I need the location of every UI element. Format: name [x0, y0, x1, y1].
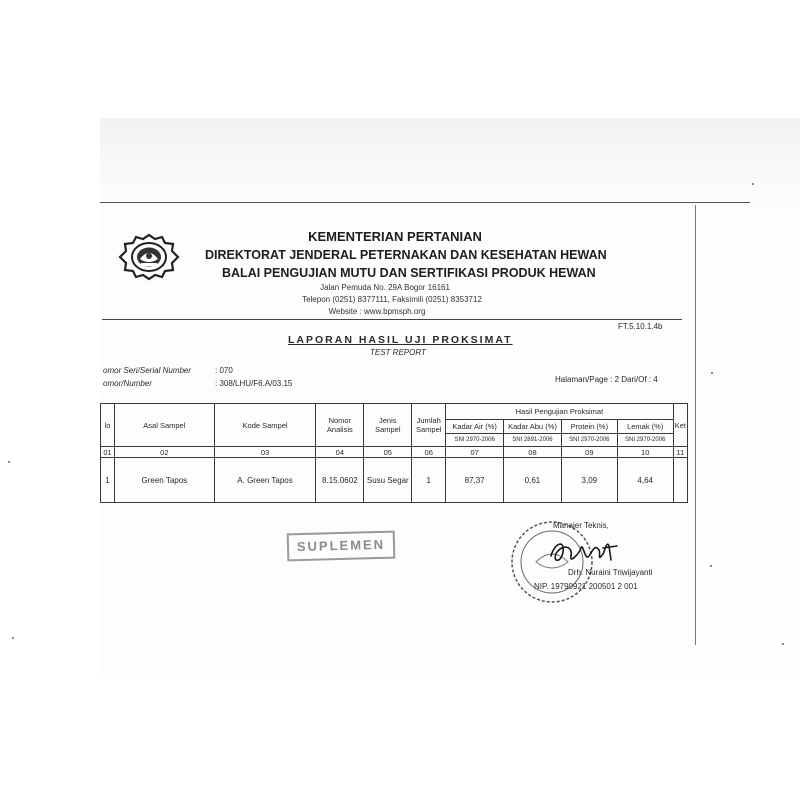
report-number-label: omor/Number — [103, 379, 152, 388]
scan-speck — [8, 461, 10, 463]
col-header-kadar-abu: Kadar Abu (%) — [504, 420, 562, 434]
header-divider — [102, 319, 682, 320]
sni-label: SNI 2970-2006 — [454, 437, 495, 443]
page-info: Halaman/Page : 2 Dari/Of : 4 — [555, 375, 658, 384]
col-header-kode-sampel: Kode Sampel — [214, 404, 316, 447]
ministry-name: KEMENTERIAN PERTANIAN — [308, 229, 482, 244]
col-header-ket: Ket — [673, 404, 687, 447]
cell-jenis-sampel: Susu Segar — [364, 458, 412, 503]
method-lemak — [617, 434, 673, 447]
col-header-no: lo — [101, 404, 115, 447]
column-number: 10 — [617, 447, 673, 458]
column-number: 01 — [101, 447, 115, 458]
form-code: FT.5.10.1.4b — [618, 322, 663, 331]
column-number: 05 — [364, 447, 412, 458]
column-number: 07 — [446, 447, 504, 458]
website-line: Website : www.bpmsph.org — [328, 307, 426, 316]
cell-asal-sampel: Green Tapos — [114, 458, 214, 503]
method-kadar-abu — [504, 434, 562, 447]
address-line: Jalan Pemuda No. 29A Bogor 16161 — [320, 283, 450, 292]
report-title: LAPORAN HASIL UJI PROKSIMAT — [288, 334, 513, 346]
cell-no: 1 — [101, 458, 115, 503]
results-table — [100, 403, 688, 503]
suplemen-stamp: SUPLEMEN — [287, 531, 396, 562]
sni-label: SNI 2970-2006 — [625, 437, 666, 443]
scan-speck — [752, 183, 754, 185]
col-header-asal-sampel: Asal Sampel — [114, 404, 214, 447]
signatory-title: Manajer Teknis, — [553, 521, 609, 530]
cell-protein: 3,09 — [561, 458, 617, 503]
signature-icon — [545, 532, 620, 570]
method-kadar-air — [446, 434, 504, 447]
sni-label: SNI 2891-2006 — [512, 437, 553, 443]
col-header-jenis-sampel: Jenis Sampel — [364, 404, 412, 447]
scan-speck — [710, 565, 712, 567]
cell-kode-sampel: A. Green Tapos — [214, 458, 316, 503]
column-number: 06 — [412, 447, 446, 458]
signatory-name: Drh. Nuraini Triwijayanti — [568, 568, 653, 577]
column-number: 09 — [561, 447, 617, 458]
paper-right-edge — [695, 205, 696, 645]
col-header-lemak: Lemak (%) — [617, 420, 673, 434]
table-row — [101, 458, 688, 503]
column-number: 02 — [114, 447, 214, 458]
cell-ket — [673, 458, 687, 503]
cell-jumlah-sampel: 1 — [412, 458, 446, 503]
cell-lemak: 4,64 — [617, 458, 673, 503]
report-subtitle: TEST REPORT — [370, 348, 426, 357]
column-number: 08 — [504, 447, 562, 458]
col-header-hasil-group: Hasil Pengujian Proksimat — [446, 404, 673, 420]
scan-speck — [12, 637, 14, 639]
serial-number-label: omor Seri/Serial Number — [103, 366, 192, 375]
column-number: 04 — [316, 447, 364, 458]
ministry-emblem-icon — [118, 233, 180, 281]
method-protein — [561, 434, 617, 447]
column-number-row — [101, 447, 688, 458]
serial-number-value: : 070 — [215, 366, 233, 375]
col-header-nomor-analisis: Nomor Analisis — [316, 404, 364, 447]
cell-nomor-analisis: 8.15.0602 — [316, 458, 364, 503]
report-number-value: : 308/LHU/F6.A/03.15 — [215, 379, 293, 388]
column-number: 11 — [673, 447, 687, 458]
col-header-protein: Protein (%) — [561, 420, 617, 434]
col-header-jumlah-sampel: Jumlah Sampel — [412, 404, 446, 447]
signatory-nip: NIP. 19790921 200501 2 001 — [534, 582, 638, 591]
paper-top-edge — [100, 202, 750, 203]
cell-kadar-air: 87,37 — [446, 458, 504, 503]
phone-line: Telepon (0251) 8377111, Faksimili (0251) 8353712 — [302, 295, 482, 304]
directorate-name: DIREKTORAT JENDERAL PETERNAKAN DAN KESEHATAN HEWAN — [205, 248, 607, 262]
scan-shadow — [100, 118, 800, 208]
sni-label: SNI 2970-2006 — [569, 437, 610, 443]
institute-name: BALAI PENGUJIAN MUTU DAN SERTIFIKASI PRODUK HEWAN — [222, 266, 596, 280]
column-number: 03 — [214, 447, 316, 458]
col-header-kadar-air: Kadar Air (%) — [446, 420, 504, 434]
scan-speck — [711, 372, 713, 374]
scan-speck — [782, 643, 784, 645]
cell-kadar-abu: 0,61 — [504, 458, 562, 503]
